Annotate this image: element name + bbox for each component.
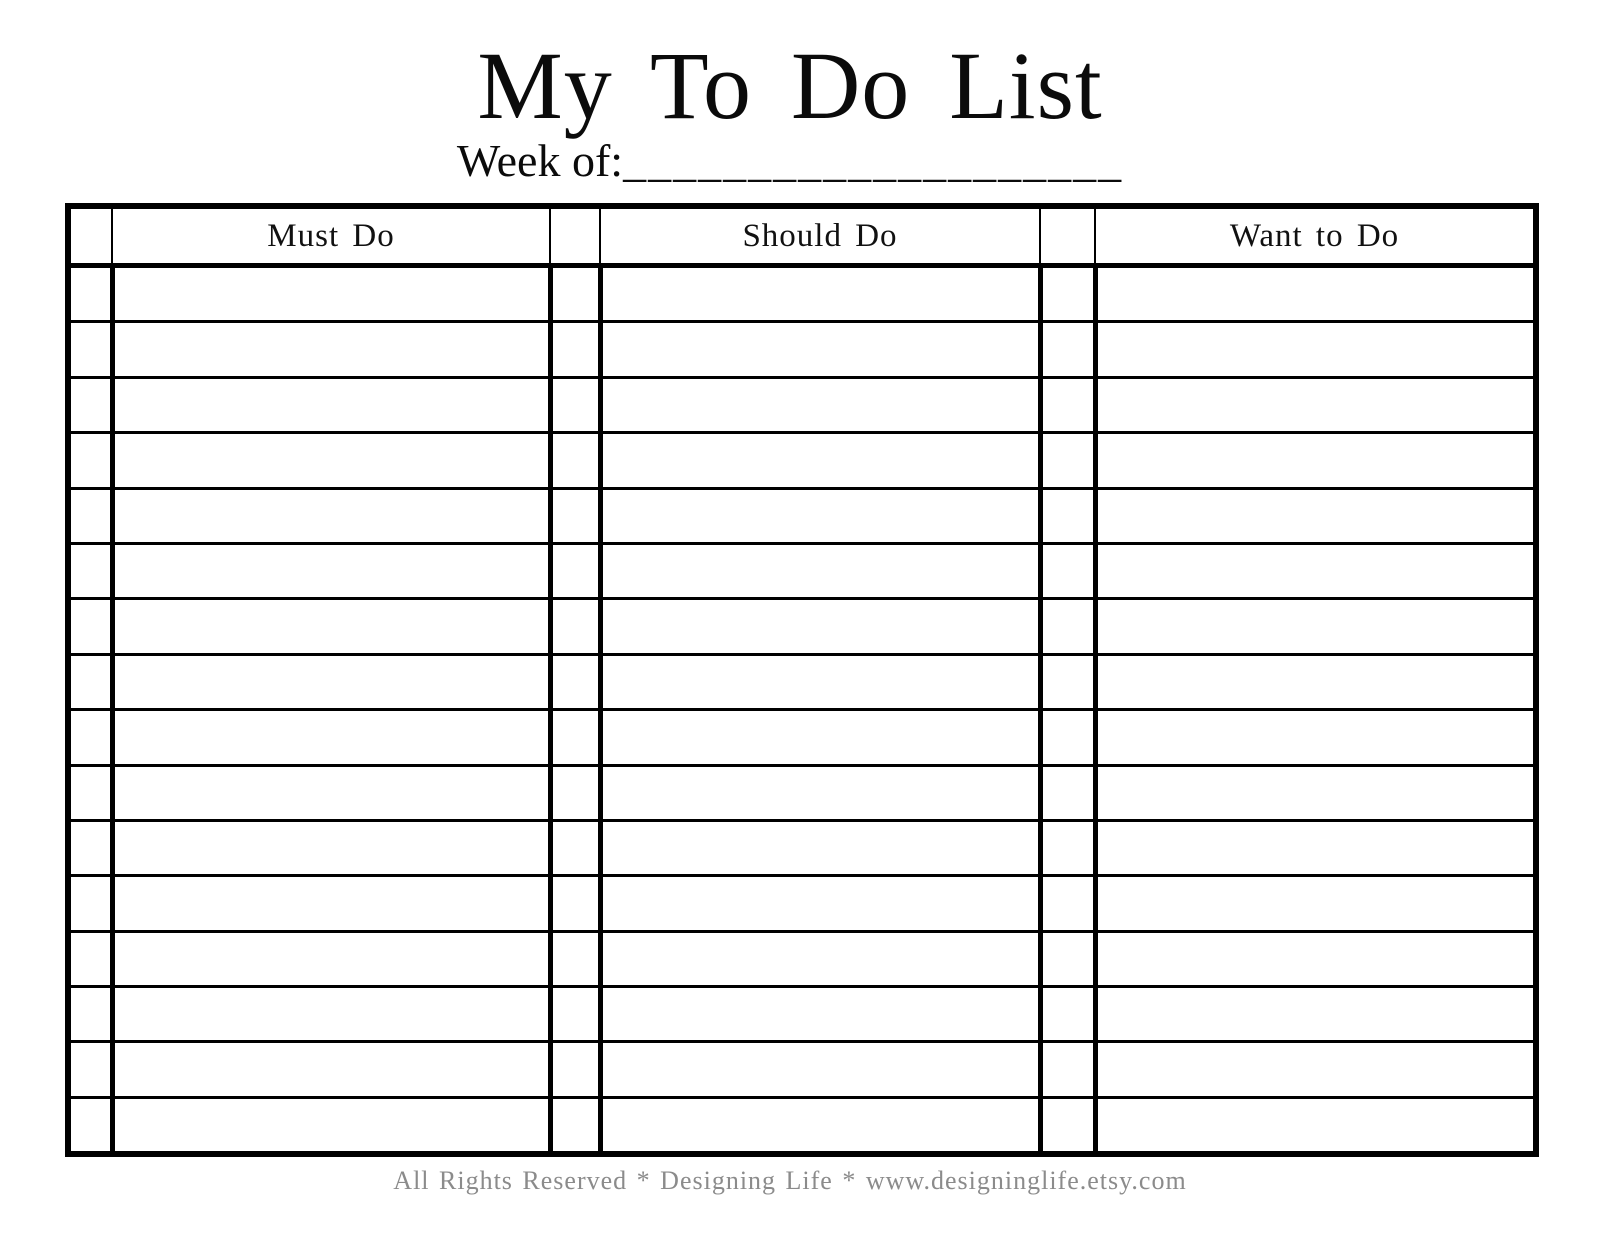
want-to-do-check-cell[interactable] bbox=[1040, 654, 1095, 709]
want-to-do-task-cell[interactable] bbox=[1095, 654, 1536, 709]
must-do-check-cell[interactable] bbox=[68, 820, 112, 875]
must-do-task-cell[interactable] bbox=[112, 1097, 550, 1154]
should-do-task-cell[interactable] bbox=[600, 599, 1040, 654]
table-row bbox=[68, 931, 1536, 986]
should-do-task-cell[interactable] bbox=[600, 820, 1040, 875]
want-to-do-check-cell[interactable] bbox=[1040, 820, 1095, 875]
should-do-check-cell[interactable] bbox=[550, 599, 600, 654]
want-to-do-check-cell[interactable] bbox=[1040, 433, 1095, 488]
must-do-check-cell[interactable] bbox=[68, 488, 112, 543]
must-do-check-cell[interactable] bbox=[68, 876, 112, 931]
should-do-check-cell[interactable] bbox=[550, 876, 600, 931]
should-do-task-cell[interactable] bbox=[600, 1097, 1040, 1154]
column-header-should-do: Should Do bbox=[600, 206, 1040, 266]
should-do-check-cell[interactable] bbox=[550, 488, 600, 543]
want-to-do-check-cell[interactable] bbox=[1040, 876, 1095, 931]
want-to-do-task-cell[interactable] bbox=[1095, 322, 1536, 377]
must-do-task-cell[interactable] bbox=[112, 765, 550, 820]
must-do-check-cell[interactable] bbox=[68, 931, 112, 986]
want-to-do-check-cell[interactable] bbox=[1040, 266, 1095, 322]
want-to-do-check-cell[interactable] bbox=[1040, 1097, 1095, 1154]
must-do-task-cell[interactable] bbox=[112, 488, 550, 543]
must-do-task-cell[interactable] bbox=[112, 433, 550, 488]
must-do-task-cell[interactable] bbox=[112, 1042, 550, 1097]
should-do-task-cell[interactable] bbox=[600, 1042, 1040, 1097]
want-to-do-task-cell[interactable] bbox=[1095, 931, 1536, 986]
table-row bbox=[68, 765, 1536, 820]
must-do-check-cell[interactable] bbox=[68, 433, 112, 488]
want-to-do-task-cell[interactable] bbox=[1095, 710, 1536, 765]
week-of-blank-line[interactable]: ____________________ bbox=[623, 135, 1124, 186]
should-do-task-cell[interactable] bbox=[600, 931, 1040, 986]
should-do-check-cell[interactable] bbox=[550, 1097, 600, 1154]
table-header-row bbox=[68, 206, 1536, 266]
table-row bbox=[68, 488, 1536, 543]
must-do-check-header bbox=[68, 206, 112, 266]
table-row bbox=[68, 543, 1536, 598]
want-to-do-task-cell[interactable] bbox=[1095, 1042, 1536, 1097]
footer-copyright: All Rights Reserved * Designing Life * www.designinglife.etsy.com bbox=[393, 1166, 1187, 1195]
page-title: My To Do List bbox=[477, 32, 1103, 139]
must-do-task-cell[interactable] bbox=[112, 599, 550, 654]
should-do-check-cell[interactable] bbox=[550, 543, 600, 598]
table-row bbox=[68, 654, 1536, 709]
must-do-task-cell[interactable] bbox=[112, 266, 550, 322]
should-do-task-cell[interactable] bbox=[600, 987, 1040, 1042]
table-row bbox=[68, 987, 1536, 1042]
want-to-do-check-cell[interactable] bbox=[1040, 931, 1095, 986]
should-do-check-header bbox=[550, 206, 600, 266]
table-row bbox=[68, 266, 1536, 322]
must-do-task-cell[interactable] bbox=[112, 710, 550, 765]
should-do-check-cell[interactable] bbox=[550, 820, 600, 875]
want-to-do-task-cell[interactable] bbox=[1095, 488, 1536, 543]
week-of-row bbox=[0, 136, 1580, 187]
want-to-do-task-cell[interactable] bbox=[1095, 876, 1536, 931]
want-to-do-check-header bbox=[1040, 206, 1095, 266]
should-do-task-cell[interactable] bbox=[600, 488, 1040, 543]
must-do-check-cell[interactable] bbox=[68, 599, 112, 654]
todo-table bbox=[65, 203, 1539, 1157]
must-do-task-cell[interactable] bbox=[112, 654, 550, 709]
must-do-check-cell[interactable] bbox=[68, 1097, 112, 1154]
should-do-check-cell[interactable] bbox=[550, 322, 600, 377]
want-to-do-check-cell[interactable] bbox=[1040, 377, 1095, 432]
want-to-do-task-cell[interactable] bbox=[1095, 599, 1536, 654]
should-do-task-cell[interactable] bbox=[600, 322, 1040, 377]
must-do-check-cell[interactable] bbox=[68, 654, 112, 709]
want-to-do-check-cell[interactable] bbox=[1040, 488, 1095, 543]
must-do-task-cell[interactable] bbox=[112, 876, 550, 931]
want-to-do-task-cell[interactable] bbox=[1095, 543, 1536, 598]
should-do-check-cell[interactable] bbox=[550, 377, 600, 432]
table-row bbox=[68, 377, 1536, 432]
must-do-task-cell[interactable] bbox=[112, 820, 550, 875]
should-do-task-cell[interactable] bbox=[600, 377, 1040, 432]
must-do-task-cell[interactable] bbox=[112, 322, 550, 377]
week-of-label: Week of: bbox=[456, 135, 624, 186]
want-to-do-task-cell[interactable] bbox=[1095, 765, 1536, 820]
table-row bbox=[68, 599, 1536, 654]
must-do-check-cell[interactable] bbox=[68, 322, 112, 377]
column-header-must-do: Must Do bbox=[112, 206, 550, 266]
table-row bbox=[68, 1042, 1536, 1097]
must-do-task-cell[interactable] bbox=[112, 931, 550, 986]
table-row bbox=[68, 710, 1536, 765]
should-do-check-cell[interactable] bbox=[550, 654, 600, 709]
should-do-check-cell[interactable] bbox=[550, 931, 600, 986]
should-do-check-cell[interactable] bbox=[550, 1042, 600, 1097]
should-do-check-cell[interactable] bbox=[550, 987, 600, 1042]
want-to-do-check-cell[interactable] bbox=[1040, 322, 1095, 377]
must-do-check-cell[interactable] bbox=[68, 266, 112, 322]
should-do-check-cell[interactable] bbox=[550, 765, 600, 820]
want-to-do-task-cell[interactable] bbox=[1095, 433, 1536, 488]
should-do-task-cell[interactable] bbox=[600, 710, 1040, 765]
must-do-task-cell[interactable] bbox=[112, 543, 550, 598]
must-do-check-cell[interactable] bbox=[68, 543, 112, 598]
want-to-do-task-cell[interactable] bbox=[1095, 377, 1536, 432]
want-to-do-task-cell[interactable] bbox=[1095, 266, 1536, 322]
must-do-check-cell[interactable] bbox=[68, 765, 112, 820]
should-do-check-cell[interactable] bbox=[550, 433, 600, 488]
table-row bbox=[68, 1097, 1536, 1154]
want-to-do-check-cell[interactable] bbox=[1040, 987, 1095, 1042]
should-do-task-cell[interactable] bbox=[600, 876, 1040, 931]
want-to-do-check-cell[interactable] bbox=[1040, 599, 1095, 654]
must-do-task-cell[interactable] bbox=[112, 987, 550, 1042]
should-do-task-cell[interactable] bbox=[600, 433, 1040, 488]
should-do-check-cell[interactable] bbox=[550, 710, 600, 765]
should-do-task-cell[interactable] bbox=[600, 654, 1040, 709]
want-to-do-check-cell[interactable] bbox=[1040, 710, 1095, 765]
must-do-check-cell[interactable] bbox=[68, 377, 112, 432]
must-do-check-cell[interactable] bbox=[68, 710, 112, 765]
want-to-do-check-cell[interactable] bbox=[1040, 1042, 1095, 1097]
table-row bbox=[68, 433, 1536, 488]
should-do-task-cell[interactable] bbox=[600, 266, 1040, 322]
column-header-want-to-do: Want to Do bbox=[1095, 206, 1536, 266]
should-do-task-cell[interactable] bbox=[600, 765, 1040, 820]
should-do-check-cell[interactable] bbox=[550, 266, 600, 322]
want-to-do-task-cell[interactable] bbox=[1095, 1097, 1536, 1154]
want-to-do-check-cell[interactable] bbox=[1040, 765, 1095, 820]
todo-table-body bbox=[68, 266, 1536, 1155]
must-do-check-cell[interactable] bbox=[68, 987, 112, 1042]
must-do-check-cell[interactable] bbox=[68, 1042, 112, 1097]
table-row bbox=[68, 820, 1536, 875]
must-do-task-cell[interactable] bbox=[112, 377, 550, 432]
table-row bbox=[68, 876, 1536, 931]
want-to-do-task-cell[interactable] bbox=[1095, 987, 1536, 1042]
want-to-do-task-cell[interactable] bbox=[1095, 820, 1536, 875]
want-to-do-check-cell[interactable] bbox=[1040, 543, 1095, 598]
table-row bbox=[68, 322, 1536, 377]
should-do-task-cell[interactable] bbox=[600, 543, 1040, 598]
